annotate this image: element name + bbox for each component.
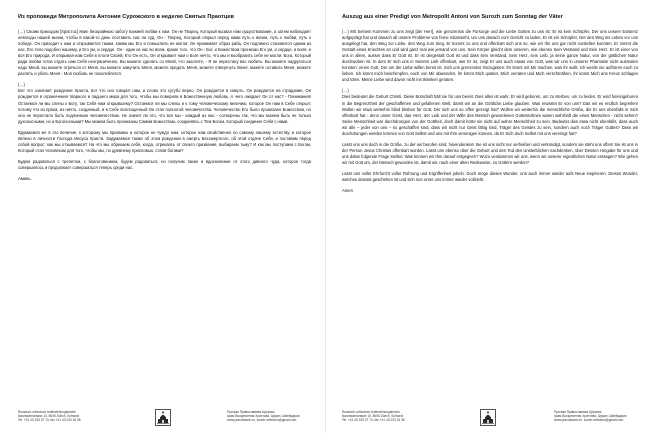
right-paragraph: (…) Dies bedeutet die Geburt Christi. Diese Botschaft hält sie für uns bereit. Dies alles ist wahr. Er wird geboren, um zu sterben, um zu leiden. Er wird hineingeboren in die Begrenztheit der geschaffenen und gefallenen Welt, damit wir an die Göttliche Liebe glauben. Was erwartet Er von uns? Das wir es endlich begreifen! Wollen wir etwa weiterhin blind bleiben für Gott, Der sich uns so offen gezeigt hat? Wollen wir weiterhin die menschliche Größe, die Er uns ebenfalls in Sich offenbart hat - denn unser Geist, das Herz, der Leib und der Wille des Mensch gewordenen Gottessohnes waren wahrhaft die eines Menschen - nicht sehen? Seine Menschheit war durchdrungen von der Gottheit, doch damit hörte sie nicht auf wahre Menschheit zu sein. Bedeutet dies etwa nicht ebenfalls, dass auch wir alle – jeder von uns – so geschaffen sind, dass wir nicht nur Geist fähig sind, Träger des Geistes zu sein, sondern auch noch Träger Gottes? Dass wir durchdrungen werden können von Gott Selbst und uns mit Ihm vereinigen können, da Er Sich doch Selbst mit uns vereinigt hat? xyxy=(342,88,638,136)
footer-address-german: Russisch-orthodoxe Auferstehungskirche Narzissenstrasse 10, 8006 Zürich, Schweiz Tel. +41 43 233 37 74, fax +41 43 233 34 35 xyxy=(18,410,81,423)
right-paragraph: Lasst uns voller Ehrfurcht voller Rührung und Ergriffenheit jubeln. Doch möge dieses Wunder, uns auch immer wieder aufs Neue inspirieren. Dieses Wunder, welches damals geschehen ist und sich nun unter uns immer wieder vollzieht. xyxy=(342,170,638,183)
footer-address-russian: Русская Православная Церковь храм Воскресения Христова, Цюрих, Швейцария www.pravoslavie.ch, zurich.orthodox@gmail.com xyxy=(227,410,300,423)
left-title: Из проповеди Митрополита Антония Сурожского в неделю Святых Праотцев xyxy=(18,14,234,20)
left-footer xyxy=(0,409,325,427)
right-signature: Amen xyxy=(342,188,353,194)
left-paragraph: (…) Своим приходом [Христос] явил бескрайнюю заботу Божией любви к нам. Он не Творец, Который вызвал нам существование, а затем наблюдает невзгоды нашей жизни, чтобы в какой-то день поставить нас на суд. Он - Творец, Который открыл перед нами путь к жизни, путь к любви, путь к победе. Он приходит к нам и открывается таким, каким мы Его и помыслить не могли: Он принимает образ раба, Он подлинно становится одним из нас. Его тело подобно нашему, и Его ум, и сердце. Он - один из нас во всем, кроме того, что Он - Бог, и Божеством пронизан Его ум, и сердце, и воля, и вся Его природа. И открывая нам Себя в плоти Своей, Кто Он есть, Он открывает нам о Боге нечто, что мы и вообразить себе не могли: Бога, Который ради любви готов отдать нам Себя неограниченно. Вы можете сделать со Мной, что захотите, - Я не перестану вас любить. Вы можете надругаться надо Мной, вы можете отречься от Меня, вы можете замучить Меня, можете предать Меня, можете отвергнуть Меня, можете оставить Меня, можете распять и убить Меня - Моя любовь не поколеблется. xyxy=(18,29,311,77)
left-paragraph: Вдумаемся же в это величие, к которому мы призваны и которое не чуждо нам, которое нам свойственно по самому нашему естеству, и которое явлено в личности Господа Иисуса Христа. Задумаемся также об этом рождении в смерть Бессмертного, об этой отдаче Себя, и поставим перед собой вопрос: как мы отзываемся? На что мы обрекаем себя, когда, отрекаясь от своего призвания, выбираем тьму? И как мы поступаем с Богом, Который стал человеком для того, чтобы мы, по древнему присловью, стали богами? xyxy=(18,129,311,153)
church-emblem-icon xyxy=(480,409,496,426)
right-footer xyxy=(326,409,650,427)
left-paragraph: Будем радоваться с трепетом, с благоговением, будем радоваться, но получим также и вдохновение от этого дивного чуда, которое тогда совершилось и продолжает совершаться теперь среди нас. xyxy=(18,158,311,170)
right-paragraph: (…) Mit Seinem Kommen zu uns zeigt [der Herr], wie grenzenlos die Fürsorge und die Liebe Gottes zu uns ist: Er ist kein Schöpfer, Der uns unsere Existenz aufgeprägt hat und danach all unsere Probleme von ferne mitansieht, um uns danach vors Gericht zu laden. Er ist ein Schöpfer, Der den Weg ins Leben vor uns ausgelegt hat, den Weg zur Liebe, den Weg zum Sieg. Er kommt zu uns und offenbart sich uns so, wie wir Ihn uns gar nicht vorstellen konnten. Er nimmt die Gestalt eines Knechtes an und wird ganz real wie jemand von uns. Sein Körper gleicht dem unseren, wie ebenso Sein Verstand und Sein Herz. Er ist einer von uns in allem, ausser dass Er Gott ist. Er ist dergestalt Gott ist und dass sein Verstand, Sein Herz, sein Leib, ja seine ganze Natur, von der göttlichen Natur durchwoben ist. In dem Er sich uns in Seinem Leib offenbart, wer Er ist, zeigt Er uns auch etwas von Gott, was wir uns in unserer Phantasie nicht ausmalen konnten: einen Gott, Der um der Liebe willen bereit ist, Sich uns grenzenlos hinzugeben: Ihr könnt mit Mir machen, was ihr wollt. Ich werde nie aufhören euch zu lieben. Ich könnt mich beschimpfen, euch von Mir abwenden, ihr könnt Mich quälen, Mich verraten und Mich verschmähen, ihr könnt Mich ans Kreuz schlagen und töten. Meine Liebe wird davon nicht ins Wanken geraten. xyxy=(342,29,638,83)
left-paragraph: (…) Вот что означает рождение Христа, вот что оно говорит нам, и слово это сугубо верно. Он рождается в смерть, Он рождается на страдание, Он рождается в ограничения тварного и падшего мира для того, чтобы мы поверили в Божественную любовь. А чего ожидает Он от нас? - Понимания! Остаемся ли мы слепы к Богу, так Себя нам открывшему? Остаемся ли мы слепы и к тому человеческому величию, которое Он нам в Себе открыл: потому что из праха, из ничто, созданный, и в Себе воплощенный Он стал полнотой человечества. Человечество Его было пронизано Божеством, но оно не перестало быть подлинным человечеством. Не значит ли это, что все мы - каждый из нас - сотворены так, что мы можем быть не только духоносными, но и Богоносными? Мы можем быть пронизаны Самим Божеством, соединяясь с Тем Богом, Который соединил Себя с нами. xyxy=(18,82,311,124)
footer-address-russian: Русская Православная Церковь храм Воскресения Христова, Цюрих, Швейцария www.pravoslavie.ch, zurich.orthodox@gmail.com xyxy=(554,410,627,423)
church-emblem-icon xyxy=(155,409,171,426)
footer-address-german: Russisch-orthodoxe Auferstehungskirche Narzissenstrasse 10, 8006 Zürich, Schweiz Tel. +41 43 233 37 74, fax +41 43 233 34 35 xyxy=(342,410,405,423)
right-page xyxy=(325,0,650,433)
right-title: Auszug aus einer Predigt von Metropolit Antoni von Surozh zum Sonntag der Väter xyxy=(342,14,563,20)
left-signature: Аминь. xyxy=(18,175,32,181)
right-paragraph: Lasst uns uns doch in die Größe, zu der wir berufen sind, hineindenken! Sie ist uns nicht nur verheißen und verkündigt, sondern sie steht uns offen! Sie ist uns in der Person Jesus Christus offenbart worden. Lasst uns ebenso über die Geburt und den Tod des Unsterblichen nachdenken, über Dessen Hingabe für uns und uns dabei folgende Frage stellen: Was können wir Ihm darauf entgegnen? Wozu verdammen wir uns, wenn wir unserer eigentlichen Natur entsagen? Wie gehen wir mit Gott um, der Mensch geworden ist, damit wir, nach einer alten Redeweise, zu Göttern werden? xyxy=(342,141,638,165)
